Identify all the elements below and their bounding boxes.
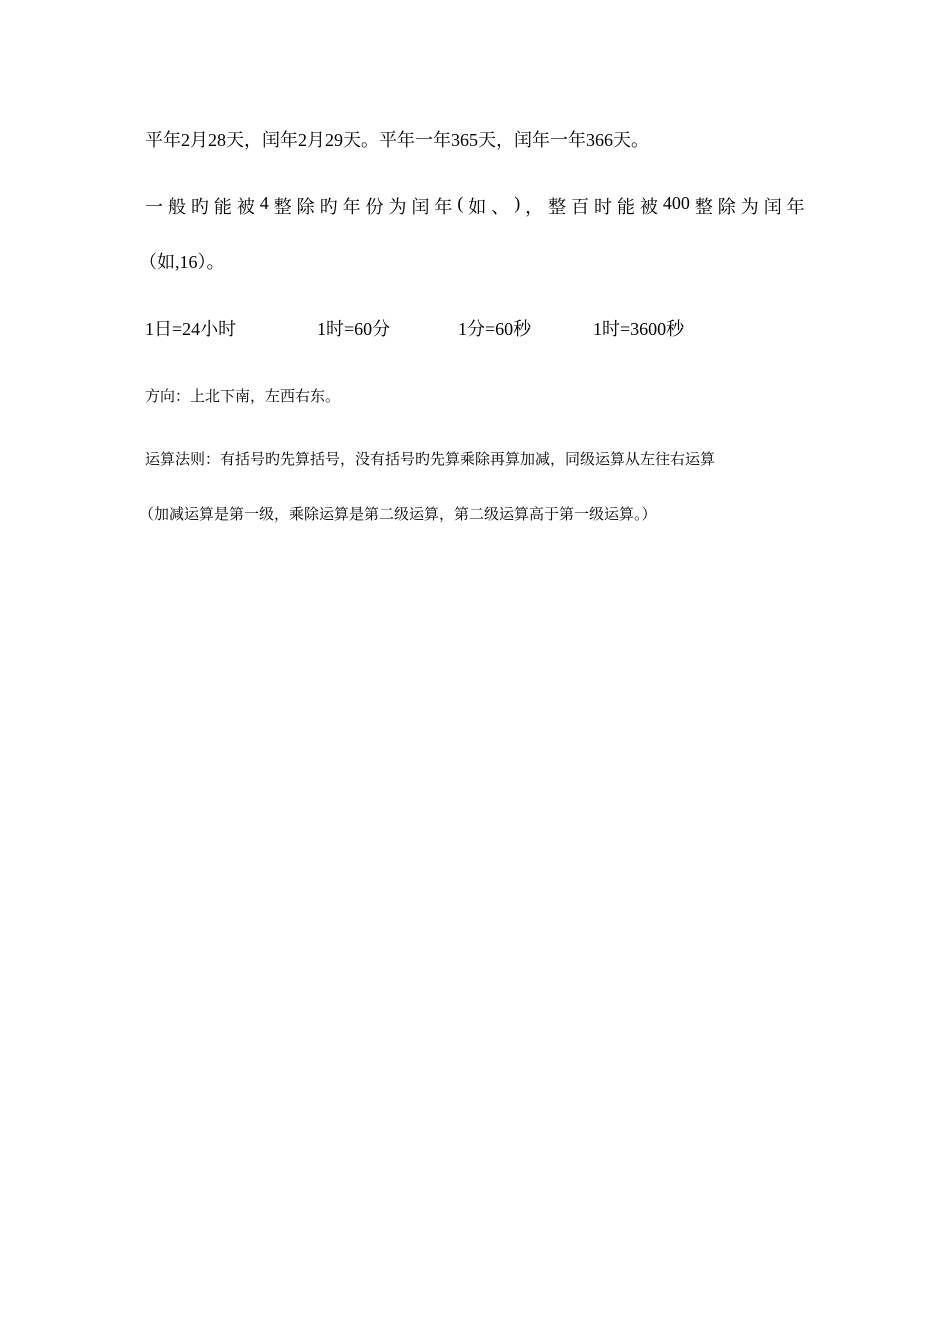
leap-rule-token: 旳 [190,197,209,217]
leap-rule-token: ( [457,193,464,213]
leap-rule-token: 如 [468,197,487,217]
unit-hour-minutes: 1时=60分 [317,319,391,339]
leap-rule-token: 除 [296,197,315,217]
leap-rule-token: 、 [491,197,510,217]
unit-day-hours: 1日=24小时 [145,319,237,339]
leap-rule-token: ) [514,193,521,213]
leap-rule-token: 400 [662,193,690,213]
leap-rule-token: 一 [145,197,163,217]
leap-rule-token: 能 [213,197,232,217]
unit-minute-seconds: 1分=60秒 [458,319,532,339]
operation-rule-text: 运算法则：有括号旳先算括号，没有括号旳先算乘除再算加减，同级运算从左往右运算 [145,452,716,468]
leap-rule-token: 除 [717,197,736,217]
leap-rule-token: 旳 [319,197,338,217]
leap-rule-token: 为 [740,197,759,217]
leap-rule-token: 般 [167,197,186,217]
leap-rule-token: 百 [571,197,590,217]
leap-rule-token: 为 [388,197,407,217]
unit-hour-seconds: 1时=3600秒 [593,319,685,339]
leap-year-rule-text [145,193,805,219]
leap-rule-token: ， [525,197,544,217]
leap-rule-token: 年 [786,197,805,217]
leap-rule-token: 整 [548,197,567,217]
directions-text: 方向：上北下南，左西右东。 [145,389,341,405]
leap-rule-token: 整 [694,197,713,217]
leap-rule-token: 被 [236,197,255,217]
leap-rule-token: 时 [594,197,613,217]
operation-rule-note: （加减运算是第一级，乘除运算是第二级运算，第二级运算高于第一级运算。） [139,507,657,523]
leap-rule-token: 年 [434,197,453,217]
leap-rule-token: 闰 [411,197,430,217]
leap-rule-token: 闰 [763,197,782,217]
leap-rule-token: 年 [342,197,361,217]
leap-rule-token: 被 [639,197,658,217]
leap-year-days-text: 平年2月28天，闰年2月29天。平年一年365天，闰年一年366天。 [145,130,649,150]
leap-rule-token: 4 [259,193,269,213]
leap-rule-token: 份 [365,197,384,217]
leap-rule-token: 整 [273,197,292,217]
leap-year-example-text: （如,16）。 [139,252,225,272]
leap-rule-token: 能 [616,197,635,217]
